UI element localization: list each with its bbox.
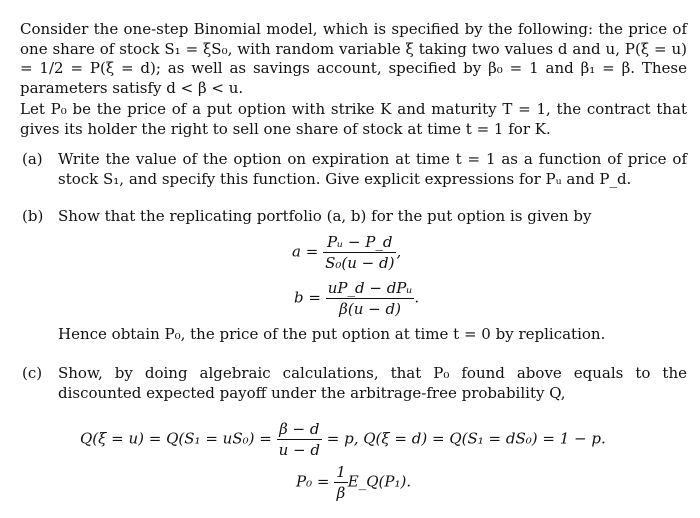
equation-b xyxy=(294,278,419,319)
equation-q-denominator: u − d xyxy=(278,441,320,459)
equation-a xyxy=(292,232,401,273)
equation-p0 xyxy=(296,462,411,503)
equation-p0-right: E_Q(P₁). xyxy=(347,472,412,491)
equation-a-numerator: Pᵤ − P_d xyxy=(323,232,396,253)
equation-p0-denominator: β xyxy=(336,484,346,502)
part-b-label: (b) xyxy=(22,207,44,225)
equation-b-tail: . xyxy=(414,288,420,307)
part-c xyxy=(22,364,687,403)
part-c-label: (c) xyxy=(22,364,43,382)
equation-q xyxy=(80,419,606,460)
equation-q-numerator: β − d xyxy=(277,419,322,440)
equation-q-left: Q(ξ = u) = Q(S₁ = uS₀) = xyxy=(80,429,272,448)
part-a xyxy=(22,150,687,189)
equation-b-numerator: uP_d − dPᵤ xyxy=(327,279,413,297)
equation-p0-numerator: 1 xyxy=(336,463,346,481)
intro-paragraph-1: Consider the one-step Binomial model, which is specified by the following: the price of one share of stock S₁ = ξS₀, with random variable ξ taking two values d and u, P(ξ = u) = 1/2 = P(ξ = d); as well as savings account, specified by β₀ = 1 and β₁ = β. These parameters satisfy d < β < u. xyxy=(20,20,687,97)
part-b-conclusion: Hence obtain P₀, the price of the put option at time t = 0 by replication. xyxy=(58,325,606,343)
part-a-label: (a) xyxy=(22,150,43,168)
equation-p0-fraction xyxy=(334,462,348,503)
equation-a-tail: , xyxy=(396,242,402,261)
equation-a-lhs: a = xyxy=(292,242,319,261)
equation-a-denominator: S₀(u − d) xyxy=(325,254,395,272)
equation-b-lhs: b = xyxy=(294,288,321,307)
intro-paragraph-2: Let P₀ be the price of a put option with strike K and maturity T = 1, the contract that gives its holder the right to sell one share of stock at time t = 1 for K. xyxy=(20,100,687,138)
equation-p0-left: P₀ = xyxy=(296,472,330,491)
equation-b-denominator: β(u − d) xyxy=(339,300,401,318)
equation-q-fraction xyxy=(277,419,322,460)
part-c-text: Show, by doing algebraic calculations, that P₀ found above equals to the discounted expected payoff under the arbitrage-free probability Q, xyxy=(58,364,687,402)
part-a-text: Write the value of the option on expiration at time t = 1 as a function of price of stock S₁, and specify this function. Give explicit expressions for Pᵤ and P_d. xyxy=(58,150,687,188)
part-b-text: Show that the replicating portfolio (a, b) for the put option is given by xyxy=(58,207,592,225)
equation-a-fraction xyxy=(323,232,396,273)
part-b xyxy=(22,207,687,227)
equation-q-right: = p, Q(ξ = d) = Q(S₁ = dS₀) = 1 − p. xyxy=(326,429,606,448)
equation-b-fraction xyxy=(326,278,415,319)
